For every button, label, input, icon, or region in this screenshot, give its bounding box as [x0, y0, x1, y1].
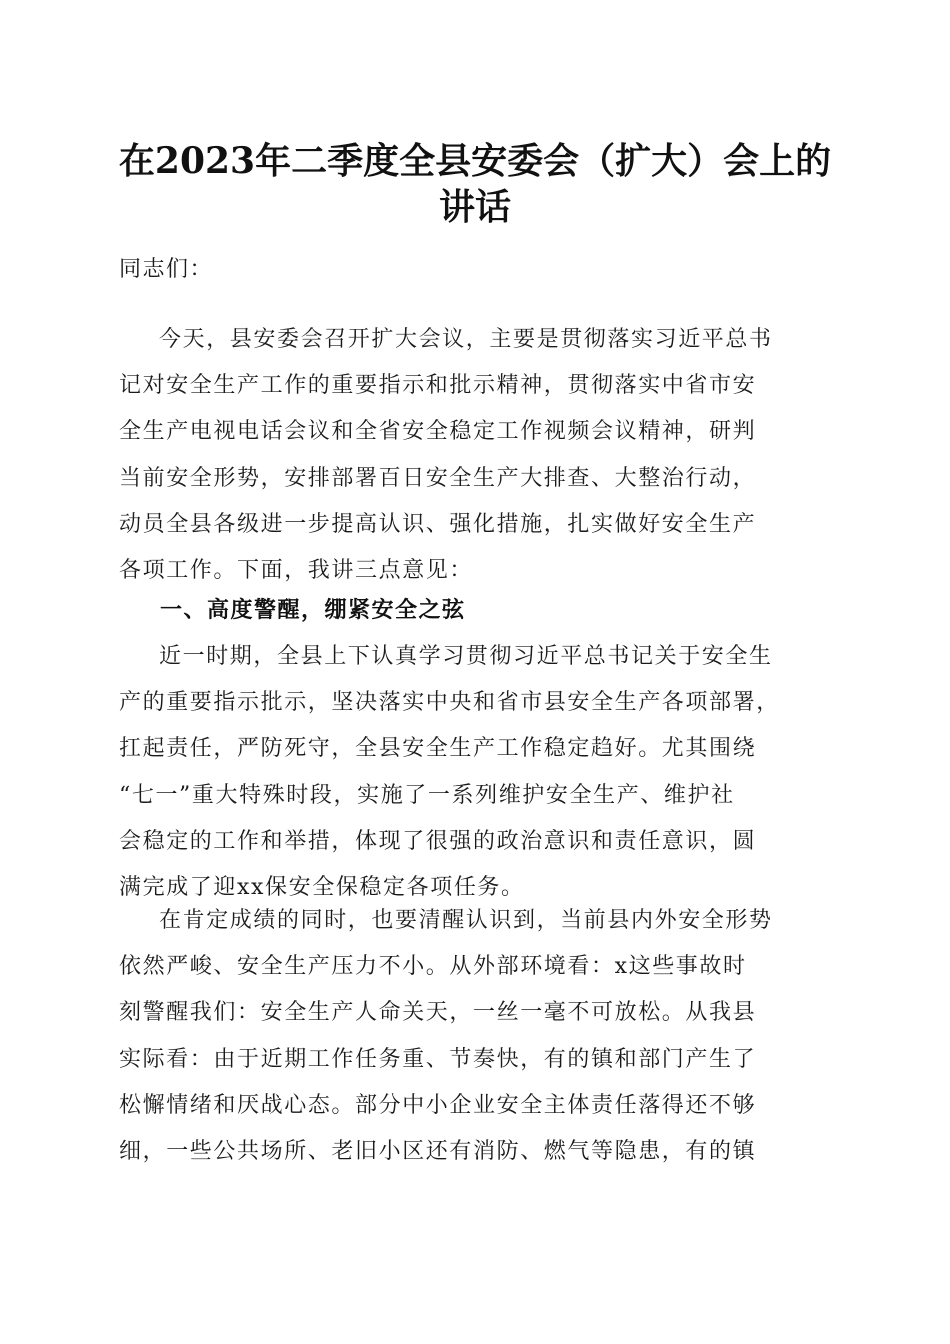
paragraph-3-line: 细，一些公共场所、老旧小区还有消防、燃气等隐患，有的镇: [119, 1138, 757, 1164]
document-title-line1: 在2023年二季度全县安委会（扩大）会上的: [118, 140, 832, 182]
paragraph-3: [119, 898, 831, 1175]
paragraph-1: [119, 317, 831, 594]
paragraph-3-line: 刻警醒我们：安全生产人命关天，一丝一毫不可放松。从我县: [119, 1000, 757, 1026]
salutation: 同志们：: [119, 257, 214, 282]
paragraph-2-line: 产的重要指示批示，坚决落实中央和省市县安全生产各项部署，: [119, 690, 780, 716]
paragraph-1-line: 今天，县安委会召开扩大会议，主要是贯彻落实习近平总书: [159, 327, 773, 352]
paragraph-3-line: 在肯定成绩的同时，也要清醒认识到，当前县内外安全形势: [159, 908, 773, 933]
paragraph-1-line: 全生产电视电话会议和全省安全稳定工作视频会议精神，研判: [119, 419, 757, 445]
section-1-heading: 一、高度警醒，绷紧安全之弦: [160, 598, 466, 623]
paragraph-2-line: 扛起责任，严防死守，全县安全生产工作稳定趋好。尤其围绕: [119, 736, 757, 762]
paragraph-1-line: 当前安全形势，安排部署百日安全生产大排查、大整治行动，: [119, 465, 757, 491]
paragraph-2-line: 会稳定的工作和举措，体现了很强的政治意识和责任意识，圆: [119, 828, 757, 854]
paragraph-1-line: 各项工作。下面，我讲三点意见：: [119, 557, 474, 583]
paragraph-3-line: 依然严峻、安全生产压力不小。从外部环境看：x这些事故时: [119, 954, 747, 980]
document-title-line2: 讲话: [438, 186, 511, 228]
paragraph-1-line: 动员全县各级进一步提高认识、强化措施，扎实做好安全生产: [119, 511, 757, 537]
paragraph-3-line: 实际看：由于近期工作任务重、节奏快，有的镇和部门产生了: [119, 1046, 757, 1072]
paragraph-2-line: 近一时期，全县上下认真学习贯彻习近平总书记关于安全生: [159, 644, 773, 669]
paragraph-2-line: “七一”重大特殊时段，实施了一系列维护安全生产、维护社: [119, 782, 735, 808]
paragraph-2-line: 满完成了迎xx保安全保稳定各项任务。: [119, 874, 525, 900]
paragraph-3-line: 松懈情绪和厌战心态。部分中小企业安全主体责任落得还不够: [119, 1092, 757, 1118]
paragraph-1-line: 记对安全生产工作的重要指示和批示精神，贯彻落实中省市安: [119, 373, 757, 399]
paragraph-2: [119, 634, 831, 911]
